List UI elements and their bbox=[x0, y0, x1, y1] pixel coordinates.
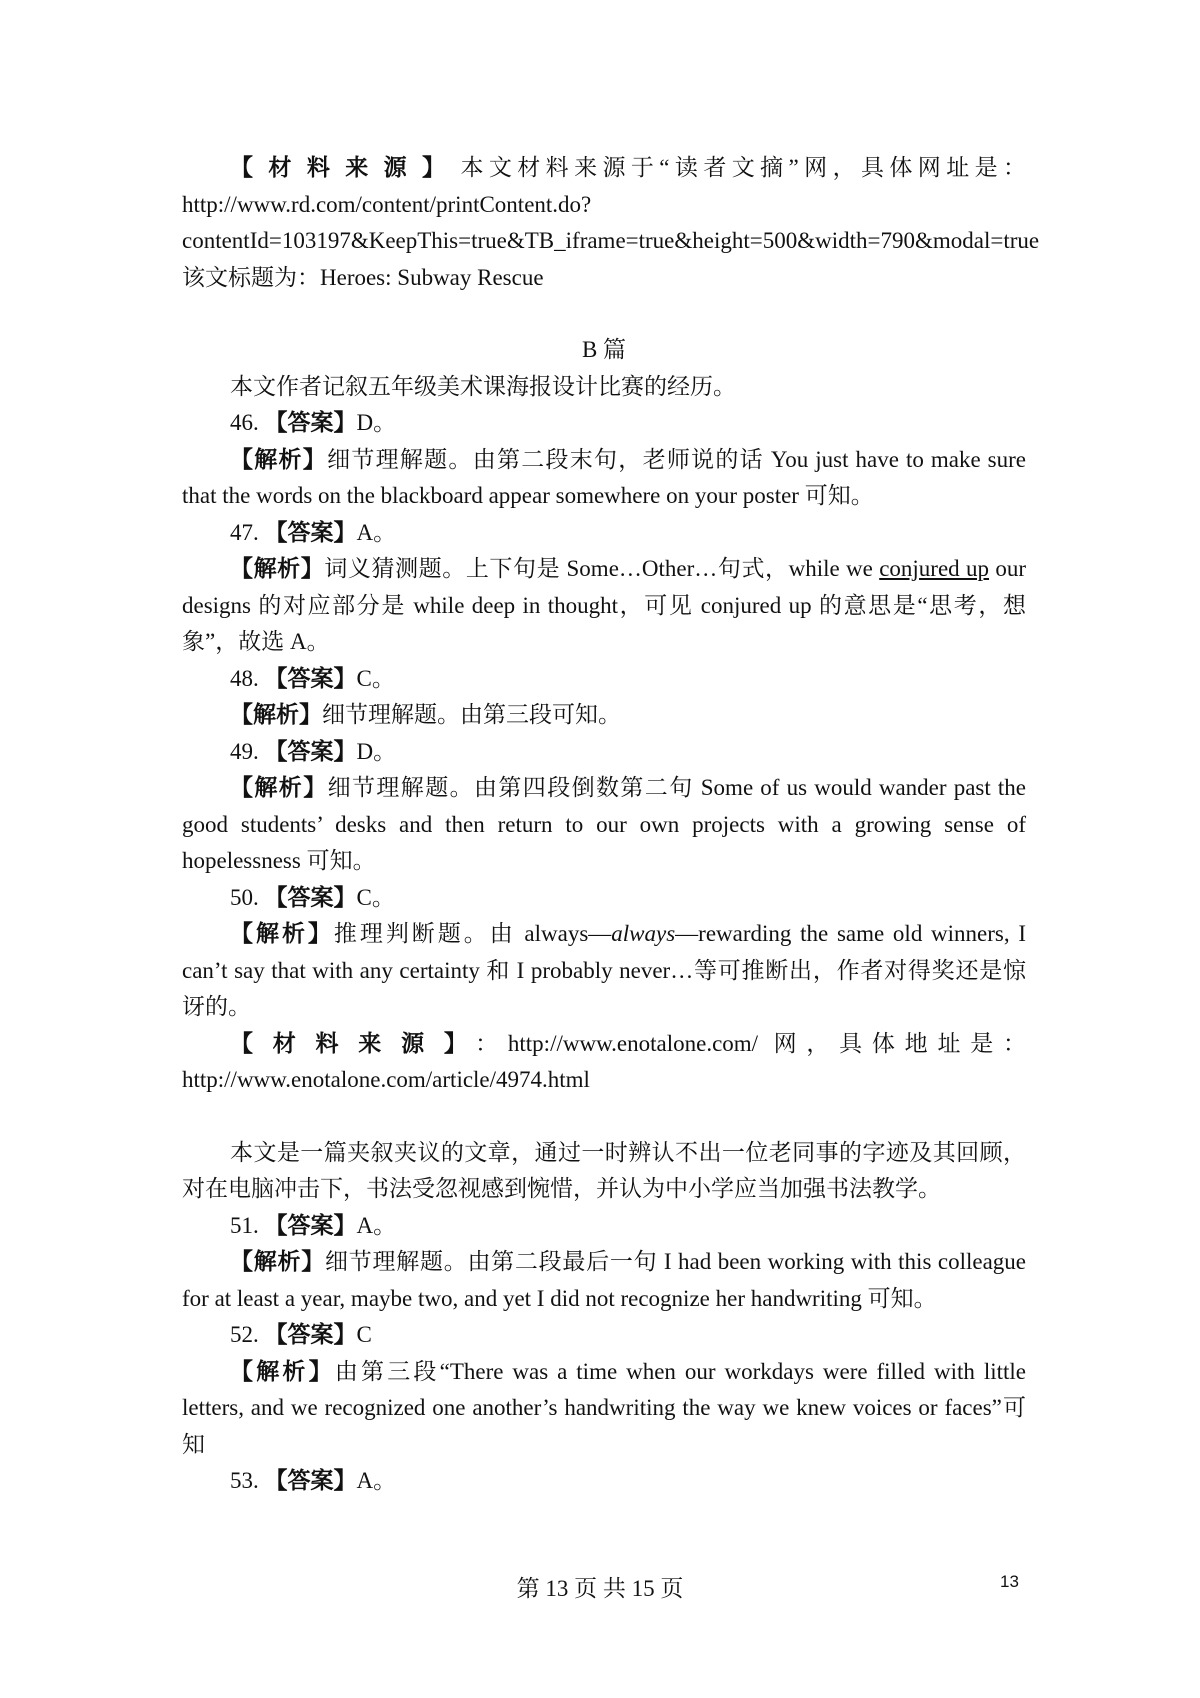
analysis-label: 【解析】 bbox=[230, 556, 325, 582]
analysis-label: 【解析】 bbox=[230, 921, 334, 947]
answer-50: 50. 【答案】C。 bbox=[230, 884, 395, 911]
answer-label: 【答案】 bbox=[264, 738, 357, 765]
source-label: 【材料来源】 bbox=[230, 155, 461, 181]
analysis-48: 【解析】细节理解题。由第三段可知。 bbox=[230, 702, 621, 728]
answer-53: 53. 【答案】A。 bbox=[230, 1468, 397, 1494]
answer-label: 【答案】 bbox=[264, 1212, 357, 1239]
answer-47: 47. 【答案】A。 bbox=[230, 519, 397, 546]
page-content bbox=[182, 150, 1040, 1500]
answer-label: 【答案】 bbox=[264, 884, 357, 911]
analysis-50: 【解析】推理判断题。由 always—always—rewarding the same old winners, I can’t say that with any certainty 和 I probably never…等可推断出，作者对得奖还是惊讶的。 bbox=[182, 921, 1026, 1019]
source-text: 本文材料来源于“读者文摘”网，具体网址是：http://www.rd.com/content/printContent.do?contentId=103197&KeepThis=true&TB_iframe=true&height=500&width=790&modal=true 该文标题为：Heroes: Subway Rescue bbox=[182, 155, 1040, 290]
answer-label: 【答案】 bbox=[264, 1322, 357, 1348]
answer-label: 【答案】 bbox=[264, 410, 357, 436]
answer-48: 48. 【答案】C。 bbox=[230, 665, 395, 692]
analysis-label: 【解析】 bbox=[230, 775, 328, 801]
italic-word: always bbox=[611, 921, 676, 946]
source-text: ：http://www.enotalone.com/ 网，具体地址是：http://www.enotalone.com/article/4974.html bbox=[182, 1030, 1026, 1092]
page-footer: 第 13 页 共 15 页 bbox=[516, 1576, 684, 1601]
source-note-a bbox=[182, 150, 1040, 296]
analysis-51: 【解析】细节理解题。由第二段最后一句 I had been working with this colleague for at least a year, maybe two, and yet I did not recognize her handwriting 可知。 bbox=[182, 1249, 1027, 1311]
section-title: B 篇 bbox=[581, 337, 627, 362]
analysis-label: 【解析】 bbox=[230, 1249, 325, 1275]
answer-label: 【答案】 bbox=[264, 519, 357, 546]
intro-paragraph: 本文作者记叙五年级美术课海报设计比赛的经历。 bbox=[230, 373, 736, 399]
spacer bbox=[182, 296, 1026, 332]
intro-paragraph: 本文是一篇夹叙夹议的文章，通过一时辨认不出一位老同事的字迹及其回顾，对在电脑冲击下，书法受忽视感到惋惜，并认为中小学应当加强书法教学。 bbox=[182, 1139, 1026, 1201]
answer-51: 51. 【答案】A。 bbox=[230, 1212, 397, 1239]
answer-label: 【答案】 bbox=[264, 1468, 357, 1494]
underlined-phrase: conjured up bbox=[879, 556, 990, 581]
analysis-label: 【解析】 bbox=[230, 446, 328, 473]
analysis-label: 【解析】 bbox=[230, 702, 322, 728]
analysis-47: 【解析】词义猜测题。上下句是 Some…Other…句式，while we conjured up our designs 的对应部分是 while deep in thought，可见 conjured up 的意思是“思考，想象”，故选 A。 bbox=[182, 556, 1027, 654]
analysis-label: 【解析】 bbox=[230, 1358, 335, 1385]
analysis-52: 【解析】由第三段“There was a time when our workdays were filled with little letters, and we recognized one another’s handwriting the way we knew voices or faces”可知 bbox=[182, 1358, 1027, 1457]
answer-49: 49. 【答案】D。 bbox=[230, 738, 397, 765]
source-label: 【材料来源】 bbox=[230, 1030, 476, 1057]
source-note-b bbox=[182, 1026, 1026, 1099]
answer-label: 【答案】 bbox=[264, 665, 357, 692]
page-number: 13 bbox=[1000, 1572, 1019, 1591]
analysis-49: 【解析】细节理解题。由第四段倒数第二句 Some of us would wander past the good students’ desks and then return to our own projects with a growing sense of hopelessness 可知。 bbox=[182, 775, 1026, 873]
answer-52: 52. 【答案】C bbox=[230, 1322, 372, 1348]
spacer bbox=[182, 1099, 1026, 1135]
answer-46: 46. 【答案】D。 bbox=[230, 410, 397, 436]
analysis-46: 【解析】细节理解题。由第二段末句，老师说的话 You just have to make sure that the words on the blackboard appear somewhere on your poster 可知。 bbox=[182, 446, 1026, 508]
